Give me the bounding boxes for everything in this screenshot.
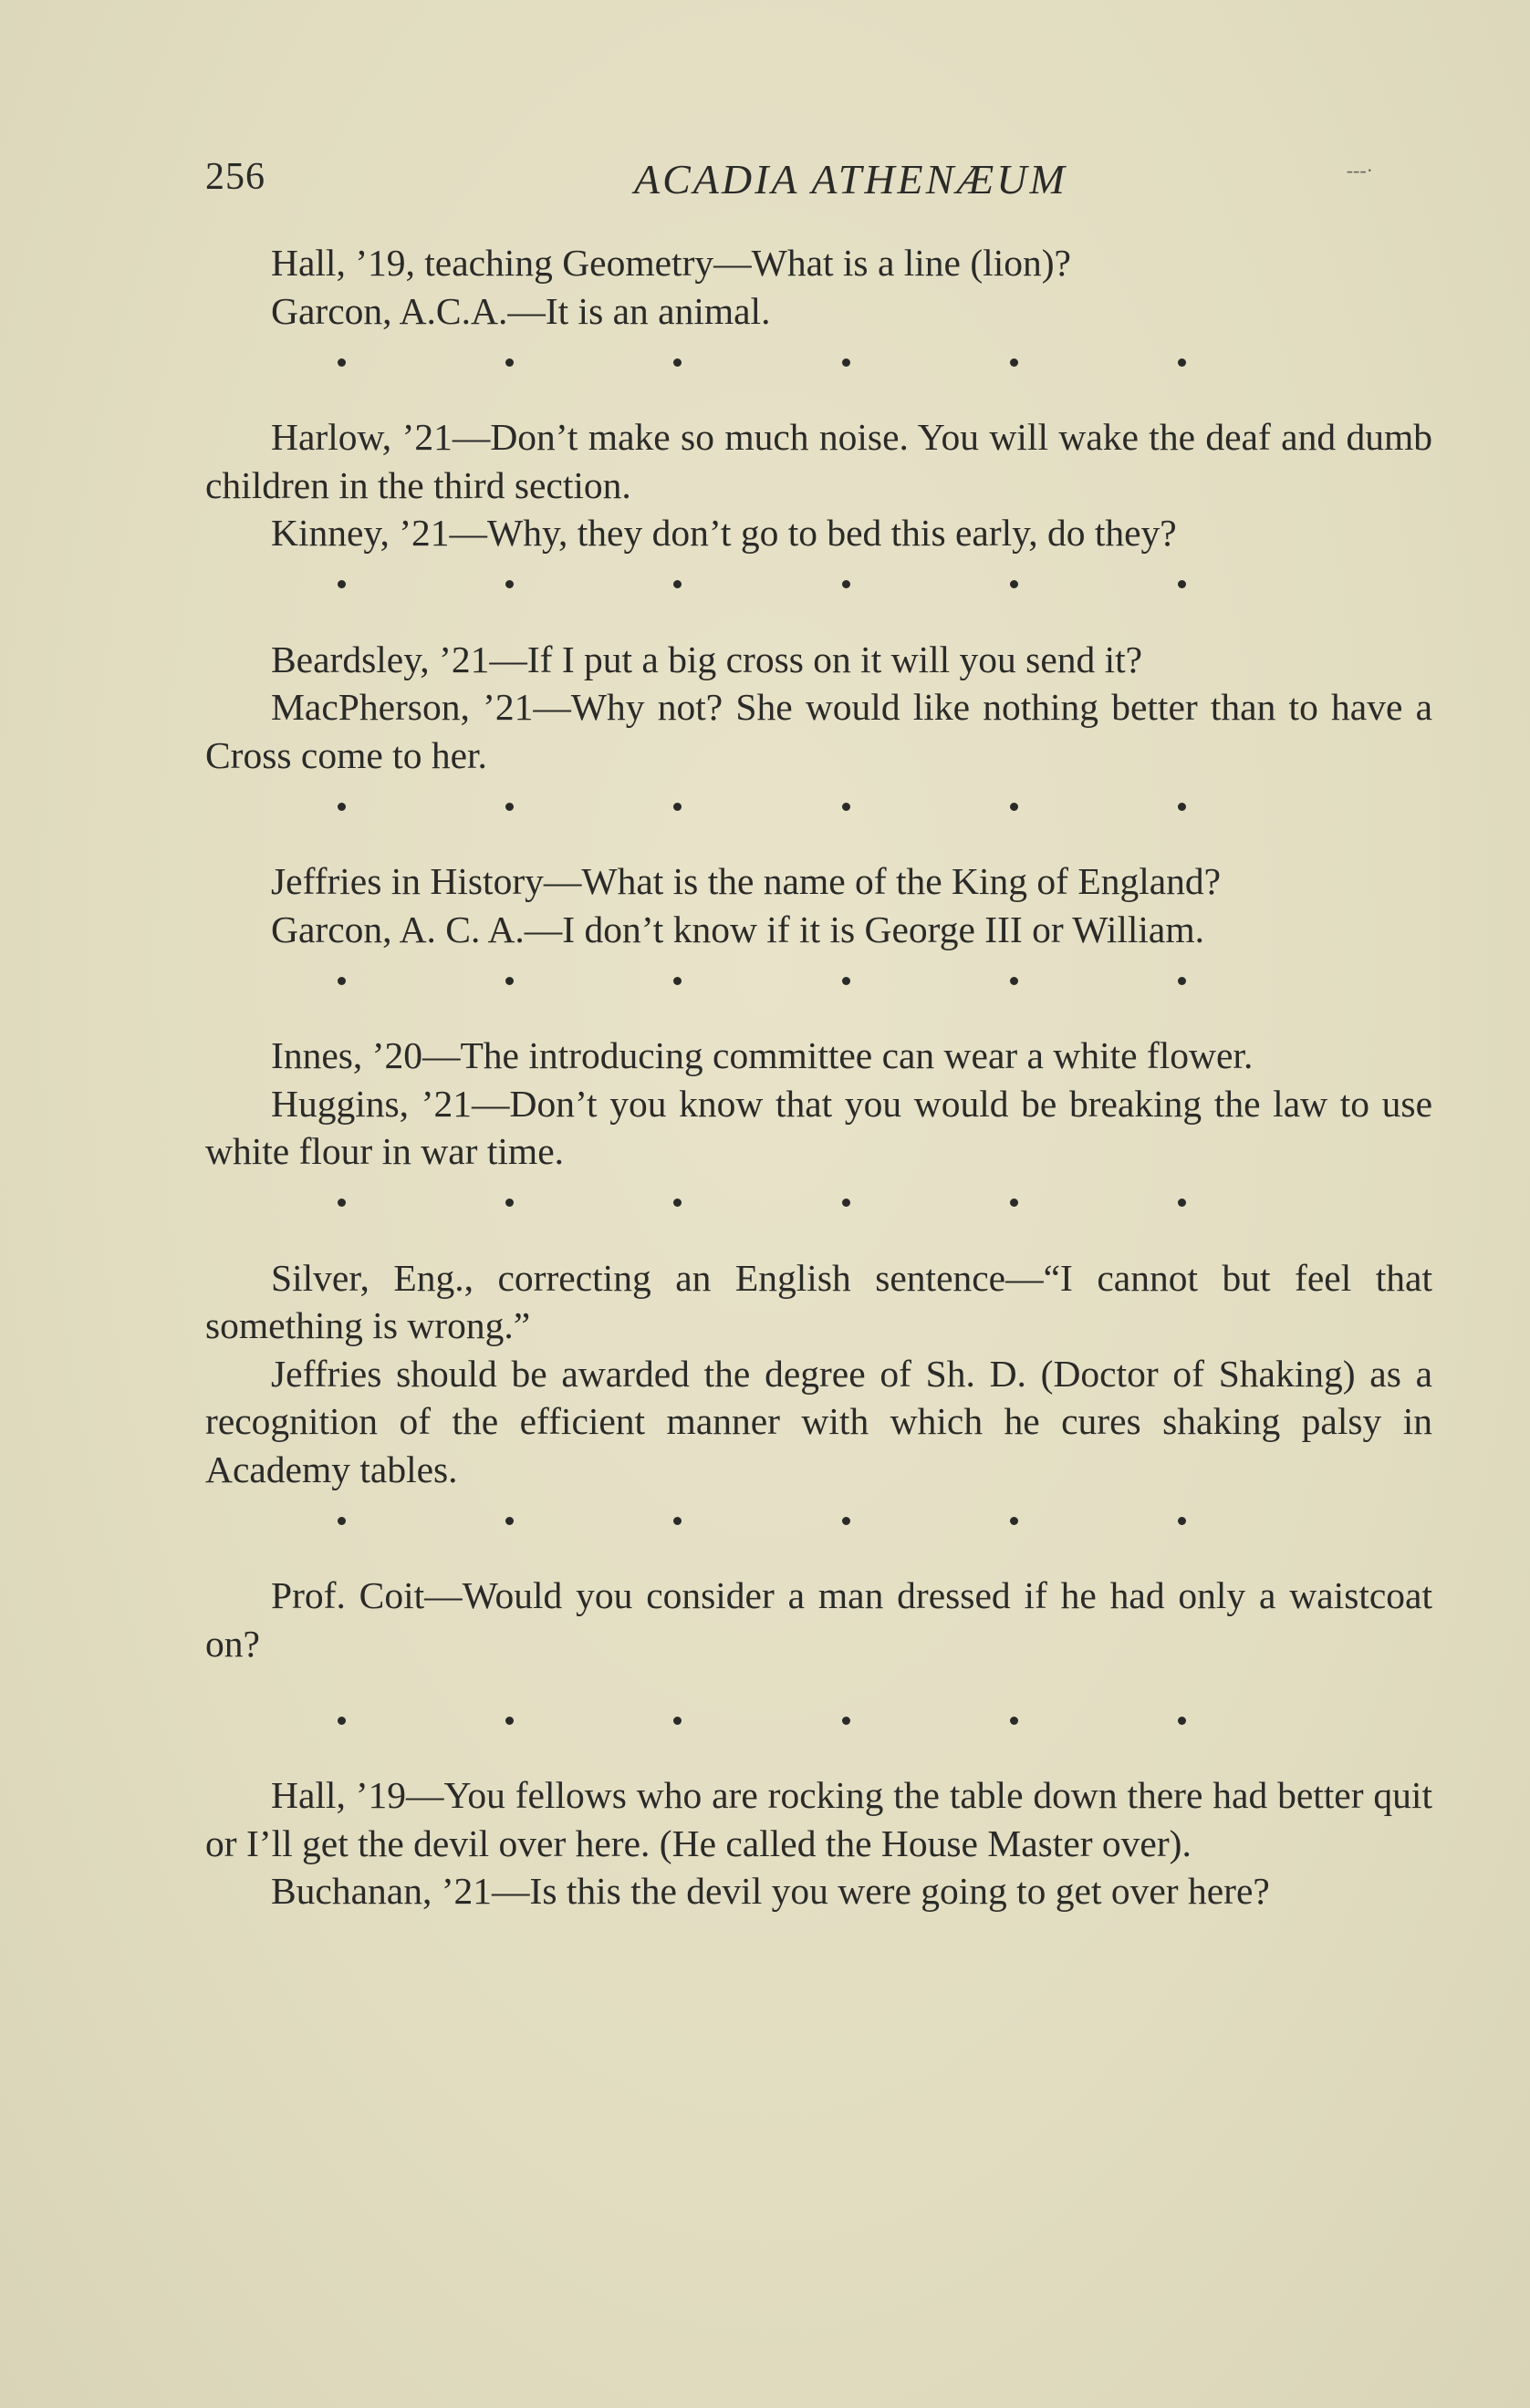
paragraph: Garcon, A. C. A.—I don’t know if it is George III or William. bbox=[271, 908, 1205, 950]
paragraph: Jeffries in History—What is the name of the King of England? bbox=[271, 860, 1222, 902]
paragraph: Huggins, ’21—Don’t you know that you would be breaking the law to use white flour in war time. bbox=[205, 1082, 1432, 1172]
dot-separator bbox=[338, 335, 1186, 389]
paragraph: Kinney, ’21—Why, they don’t go to bed this early, do they? bbox=[271, 512, 1177, 554]
paragraph: Buchanan, ’21—Is this the devil you were going to get over here? bbox=[271, 1870, 1270, 1912]
print-mark: ‐‐‐· bbox=[1346, 159, 1373, 182]
running-title: ACADIA ATHENÆUM bbox=[634, 156, 1067, 202]
paragraph: Beardsley, ’21—If I put a big cross on it will you send it? bbox=[271, 638, 1143, 680]
dot-separator bbox=[338, 953, 1186, 1008]
paragraph: Harlow, ’21—Don’t make so much noise. You will wake the deaf and dumb children in the third section. bbox=[205, 416, 1432, 506]
page-number: 256 bbox=[205, 156, 265, 198]
paragraph: Hall, ’19, teaching Geometry—What is a line (lion)? bbox=[271, 242, 1071, 284]
dot-separator bbox=[338, 1693, 1186, 1748]
paragraph: MacPherson, ’21—Why not? She would like nothing better than to have a Cross come to her. bbox=[205, 686, 1432, 776]
dot-separator bbox=[338, 1176, 1186, 1230]
paragraph: Prof. Coit—Would you consider a man dressed if he had only a waistcoat on? bbox=[205, 1574, 1432, 1665]
page-header bbox=[205, 155, 1373, 210]
page-body bbox=[205, 239, 1432, 1915]
dot-separator bbox=[338, 1493, 1186, 1548]
dot-separator bbox=[338, 779, 1186, 834]
paragraph: Silver, Eng., correcting an English sentence—“I cannot but feel that something is wrong.” bbox=[205, 1256, 1432, 1346]
paragraph: Garcon, A.C.A.—It is an animal. bbox=[271, 289, 771, 332]
dot-separator bbox=[338, 557, 1186, 612]
paragraph: Hall, ’19—You fellows who are rocking the table down there had better quit or I’ll get the devil over here. (He called the House Master over). bbox=[205, 1774, 1432, 1864]
paragraph: Innes, ’20—The introducing committee can wear a white flower. bbox=[271, 1034, 1254, 1076]
paragraph: Jeffries should be awarded the degree of Sh. D. (Doctor of Shaking) as a recognition of the efficient manner with which he cures shaking palsy in Academy tables. bbox=[205, 1352, 1432, 1490]
